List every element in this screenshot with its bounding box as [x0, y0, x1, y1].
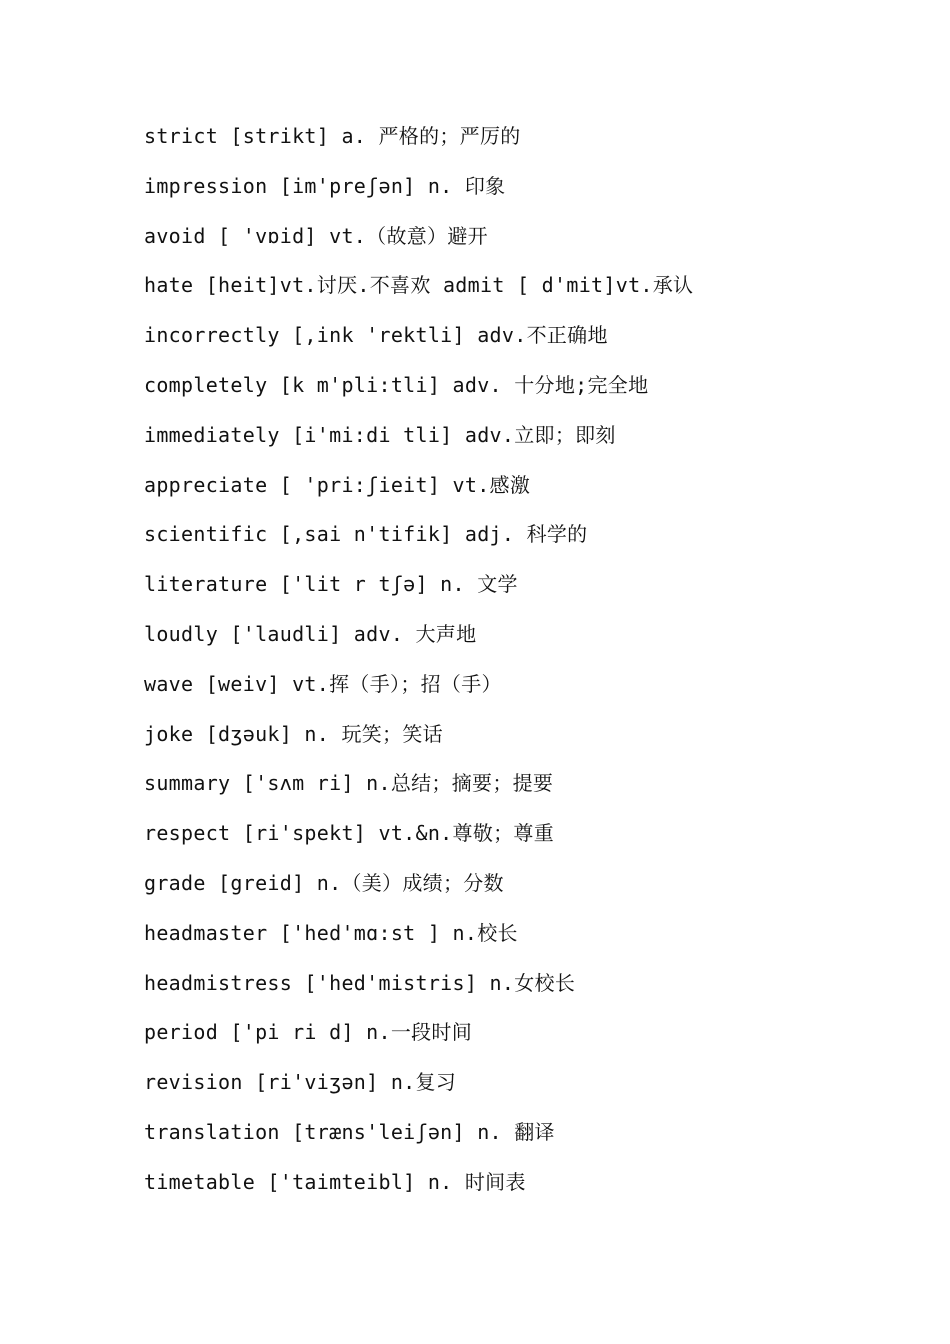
vocabulary-list: [144, 118, 904, 1214]
vocab-entry: incorrectly [,ink 'rektli] adv.不正确地: [144, 323, 608, 348]
vocab-entry: revision [ri'viʒən] n.复习: [144, 1070, 457, 1095]
vocab-entry: literature ['lit r tʃə] n. 文学: [144, 572, 518, 597]
vocab-entry: joke [dʒəuk] n. 玩笑；笑话: [144, 721, 443, 746]
vocab-entry: period ['pi ri d] n.一段时间: [144, 1020, 473, 1045]
vocab-entry: impression [im'preʃən] n. 印象: [144, 173, 506, 198]
vocab-entry: immediately [i'mi:di tli] adv.立即；即刻: [144, 422, 616, 447]
vocab-entry: respect [ri'spekt] vt.&n.尊敬；尊重: [144, 821, 555, 846]
vocab-entry: hate [heit]vt.讨厌.不喜欢 admit [ d'mit]vt.承认: [144, 273, 694, 298]
vocab-entry: avoid [ 'vɒid] vt.（故意）避开: [144, 223, 488, 248]
vocab-entry: timetable ['taimteibl] n. 时间表: [144, 1169, 526, 1194]
vocab-entry: summary ['sʌm ri] n.总结；摘要；提要: [144, 771, 554, 796]
vocab-entry: appreciate [ 'pri:ʃieit] vt.感激: [144, 472, 531, 497]
vocab-entry: strict [strikt] a. 严格的；严厉的: [144, 124, 521, 148]
vocab-entry: wave [weiv] vt.挥（手）；招（手）: [144, 671, 502, 696]
vocab-entry: completely [k m'pli:tli] adv. 十分地;完全地: [144, 372, 649, 397]
vocab-entry: headmaster ['hed'mɑ:st ] n.校长: [144, 920, 518, 945]
vocab-entry: scientific [,sai n'tifik] adj. 科学的: [144, 522, 588, 547]
vocab-entry: grade [greid] n.（美）成绩；分数: [144, 870, 504, 895]
vocab-entry: loudly ['laudli] adv. 大声地: [144, 621, 477, 646]
vocab-entry: translation [træns'leiʃən] n. 翻译: [144, 1119, 555, 1144]
vocab-entry: headmistress ['hed'mistris] n.女校长: [144, 970, 576, 995]
